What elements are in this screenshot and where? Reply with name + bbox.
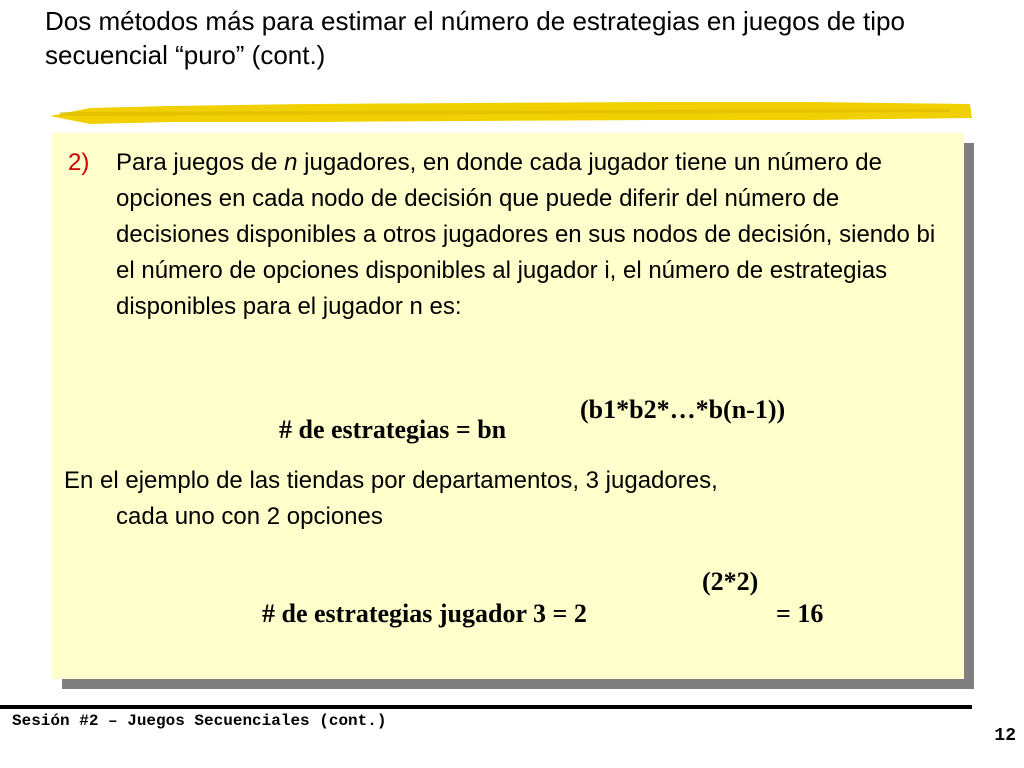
formula-player3-result: = 16 xyxy=(776,599,824,628)
formula-player3-exponent: (2*2) xyxy=(702,567,759,596)
item-text-start: Para juegos de xyxy=(116,149,285,176)
title-highlight-stroke xyxy=(50,96,972,128)
item-text xyxy=(116,145,948,325)
item-text-rest: jugadores, en donde cada jugador tiene un número de opciones en cada nodo de decisión que puede diferir del número de decisiones disponibles a otros jugadores en sus nodos de decisión, siendo bi el número de opciones disponibles al jugador i, el número de estrategias disponibles para el jugador n es: xyxy=(116,149,936,320)
formula-strategies-exponent: (b1*b2*…*b(n-1)) xyxy=(580,395,786,424)
formula-strategies-base: # de estrategias = bn xyxy=(279,415,507,444)
example-line-1: En el ejemplo de las tiendas por departamentos, 3 jugadores, xyxy=(64,467,718,494)
example-paragraph xyxy=(64,463,944,535)
example-line-2: cada uno con 2 opciones xyxy=(116,503,383,530)
footer-rule xyxy=(0,705,972,709)
content-box xyxy=(52,133,964,679)
item-text-n: n xyxy=(284,149,298,176)
slide-title: Dos métodos más para estimar el número de estrategias en juegos de tipo secuencial “puro” (cont.) xyxy=(45,6,905,70)
item-number: 2) xyxy=(68,149,90,176)
footer-session-title: Sesión #2 – Juegos Secuenciales (cont.) xyxy=(12,712,387,730)
numbered-item xyxy=(68,145,948,325)
formula-player3-base: # de estrategias jugador 3 = 2 xyxy=(262,599,587,628)
page-number: 12 xyxy=(994,726,1016,746)
